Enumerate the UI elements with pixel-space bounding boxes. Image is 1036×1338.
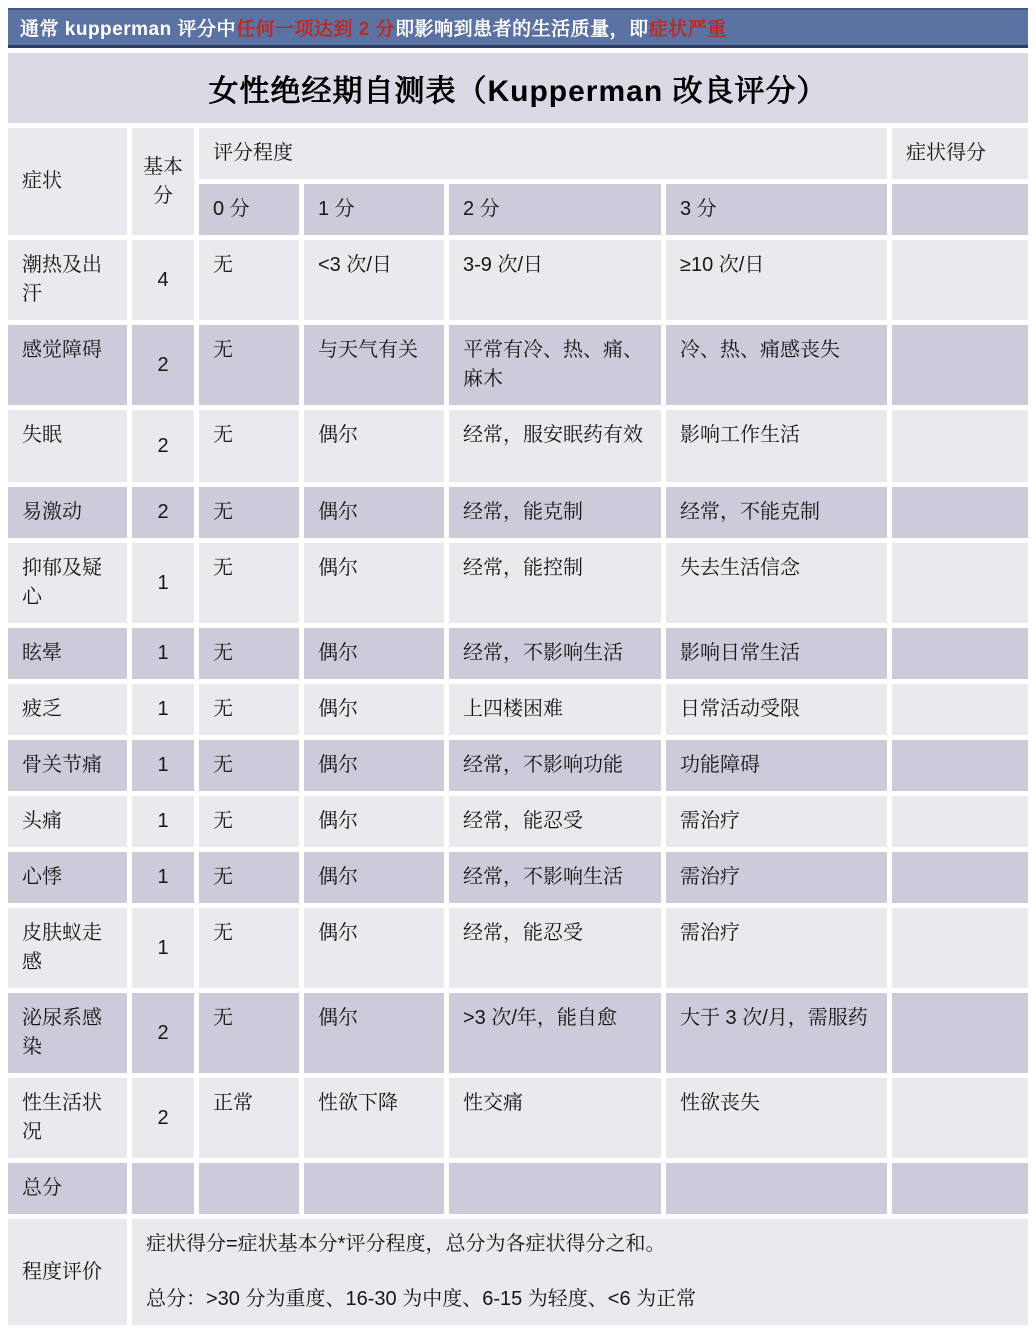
score-cell <box>892 240 1028 320</box>
base-score-cell: 1 <box>132 796 194 847</box>
header-level-2: 2 分 <box>449 184 661 235</box>
banner-text <box>20 14 727 41</box>
symptom-cell: 泌尿系感染 <box>8 993 127 1073</box>
header-score-empty-cell <box>892 184 1028 235</box>
level1-cell: 偶尔 <box>304 993 444 1073</box>
level0-cell: 无 <box>199 852 299 903</box>
base-score-cell: 2 <box>132 993 194 1073</box>
level3-cell: 冷、热、痛感丧失 <box>666 325 887 405</box>
level3-cell: ≥10 次/日 <box>666 240 887 320</box>
table-row <box>8 240 1028 320</box>
level1-cell: 偶尔 <box>304 410 444 482</box>
symptom-cell: 易激动 <box>8 487 127 538</box>
symptom-cell: 失眠 <box>8 410 127 482</box>
banner-segment: 即影响到患者的生活质量，即 <box>395 19 649 40</box>
level0-cell: 无 <box>199 240 299 320</box>
level3-cell: 失去生活信念 <box>666 543 887 623</box>
level1-cell: 偶尔 <box>304 543 444 623</box>
score-cell <box>892 410 1028 482</box>
base-score-cell: 1 <box>132 740 194 791</box>
symptom-cell: 头痛 <box>8 796 127 847</box>
evaluation-grading: 总分：>30 分为重度、16-30 为中度、6-15 为轻度、<6 为正常 <box>146 1288 697 1310</box>
header-level-1: 1 分 <box>304 184 444 235</box>
base-score-cell: 1 <box>132 852 194 903</box>
total-label: 总分 <box>8 1163 127 1214</box>
level3-cell: 经常，不能克制 <box>666 487 887 538</box>
level0-cell: 无 <box>199 993 299 1073</box>
level3-cell: 影响日常生活 <box>666 628 887 679</box>
level1-cell: 偶尔 <box>304 628 444 679</box>
header-rating-level: 评分程度 <box>199 128 887 179</box>
total-empty-cell <box>666 1163 887 1214</box>
score-cell <box>892 1078 1028 1158</box>
symptom-cell: 心悸 <box>8 852 127 903</box>
symptom-cell: 潮热及出汗 <box>8 240 127 320</box>
level3-cell: 影响工作生活 <box>666 410 887 482</box>
score-cell <box>892 628 1028 679</box>
table-row <box>8 628 1028 679</box>
level0-cell: 无 <box>199 740 299 791</box>
symptom-cell: 眩晕 <box>8 628 127 679</box>
level0-cell: 无 <box>199 796 299 847</box>
score-cell <box>892 684 1028 735</box>
level3-cell: 需治疗 <box>666 852 887 903</box>
total-empty-cell <box>199 1163 299 1214</box>
level1-cell: 偶尔 <box>304 796 444 847</box>
header-level-3: 3 分 <box>666 184 887 235</box>
level1-cell: <3 次/日 <box>304 240 444 320</box>
table-row <box>8 410 1028 482</box>
level2-cell: 3-9 次/日 <box>449 240 661 320</box>
level0-cell: 无 <box>199 543 299 623</box>
total-empty-cell <box>304 1163 444 1214</box>
score-cell <box>892 796 1028 847</box>
base-score-cell: 2 <box>132 487 194 538</box>
level1-cell: 偶尔 <box>304 740 444 791</box>
level0-cell: 无 <box>199 325 299 405</box>
total-row <box>8 1163 1028 1214</box>
level2-cell: 经常，不影响功能 <box>449 740 661 791</box>
level2-cell: 平常有冷、热、痛、麻木 <box>449 325 661 405</box>
total-empty-cell <box>132 1163 194 1214</box>
level0-cell: 正常 <box>199 1078 299 1158</box>
banner-segment: 通常 kupperman 评分中 <box>20 19 236 40</box>
header-level-0: 0 分 <box>199 184 299 235</box>
table-header <box>8 128 1028 235</box>
table-row <box>8 543 1028 623</box>
level0-cell: 无 <box>199 410 299 482</box>
table-row <box>8 740 1028 791</box>
score-cell <box>892 740 1028 791</box>
level1-cell: 与天气有关 <box>304 325 444 405</box>
base-score-cell: 1 <box>132 543 194 623</box>
level2-cell: 经常，不影响生活 <box>449 852 661 903</box>
level3-cell: 功能障碍 <box>666 740 887 791</box>
level2-cell: 经常，服安眠药有效 <box>449 410 661 482</box>
table-row <box>8 993 1028 1073</box>
level2-cell: 经常，能忍受 <box>449 908 661 988</box>
page-title: 女性绝经期自测表（Kupperman 改良评分） <box>8 53 1028 123</box>
level2-cell: 经常，不影响生活 <box>449 628 661 679</box>
base-score-cell: 4 <box>132 240 194 320</box>
base-score-cell: 2 <box>132 325 194 405</box>
header-symptom-score: 症状得分 <box>892 128 1028 179</box>
base-score-cell: 2 <box>132 410 194 482</box>
level1-cell: 偶尔 <box>304 852 444 903</box>
base-score-cell: 1 <box>132 684 194 735</box>
symptom-cell: 皮肤蚁走感 <box>8 908 127 988</box>
level3-cell: 需治疗 <box>666 796 887 847</box>
symptom-cell: 骨关节痛 <box>8 740 127 791</box>
table-row <box>8 487 1028 538</box>
base-score-cell: 1 <box>132 908 194 988</box>
total-score-cell <box>892 1163 1028 1214</box>
base-score-cell: 1 <box>132 628 194 679</box>
level3-cell: 大于 3 次/月，需服药 <box>666 993 887 1073</box>
evaluation-row <box>8 1219 1028 1325</box>
header-symptom: 症状 <box>8 128 127 235</box>
level2-cell: 上四楼困难 <box>449 684 661 735</box>
level3-cell: 日常活动受限 <box>666 684 887 735</box>
symptom-cell: 抑郁及疑心 <box>8 543 127 623</box>
level1-cell: 偶尔 <box>304 487 444 538</box>
score-cell <box>892 487 1028 538</box>
level3-cell: 性欲丧失 <box>666 1078 887 1158</box>
level0-cell: 无 <box>199 628 299 679</box>
level2-cell: 经常，能克制 <box>449 487 661 538</box>
evaluation-text <box>132 1219 1028 1325</box>
symptom-cell: 感觉障碍 <box>8 325 127 405</box>
banner-highlight-red: 症状严重 <box>648 19 727 40</box>
level2-cell: 经常，能忍受 <box>449 796 661 847</box>
base-score-cell: 2 <box>132 1078 194 1158</box>
table-row <box>8 1078 1028 1158</box>
score-cell <box>892 543 1028 623</box>
score-cell <box>892 852 1028 903</box>
total-empty-cell <box>449 1163 661 1214</box>
score-cell <box>892 325 1028 405</box>
table-row <box>8 325 1028 405</box>
table-row <box>8 852 1028 903</box>
level0-cell: 无 <box>199 487 299 538</box>
table-row <box>8 684 1028 735</box>
score-cell <box>892 908 1028 988</box>
table-row <box>8 908 1028 988</box>
banner-highlight-red: 任何一项达到 2 分 <box>235 19 396 40</box>
evaluation-formula: 症状得分=症状基本分*评分程度，总分为各症状得分之和。 <box>146 1233 666 1255</box>
level2-cell: 性交痛 <box>449 1078 661 1158</box>
level1-cell: 性欲下降 <box>304 1078 444 1158</box>
evaluation-label: 程度评价 <box>8 1219 127 1325</box>
note-banner <box>8 8 1028 48</box>
symptom-cell: 疲乏 <box>8 684 127 735</box>
score-cell <box>892 993 1028 1073</box>
table-row <box>8 796 1028 847</box>
level3-cell: 需治疗 <box>666 908 887 988</box>
header-base-score: 基本分 <box>132 128 194 235</box>
level0-cell: 无 <box>199 908 299 988</box>
level2-cell: 经常，能控制 <box>449 543 661 623</box>
level1-cell: 偶尔 <box>304 908 444 988</box>
level2-cell: >3 次/年，能自愈 <box>449 993 661 1073</box>
level0-cell: 无 <box>199 684 299 735</box>
level1-cell: 偶尔 <box>304 684 444 735</box>
symptom-cell: 性生活状况 <box>8 1078 127 1158</box>
